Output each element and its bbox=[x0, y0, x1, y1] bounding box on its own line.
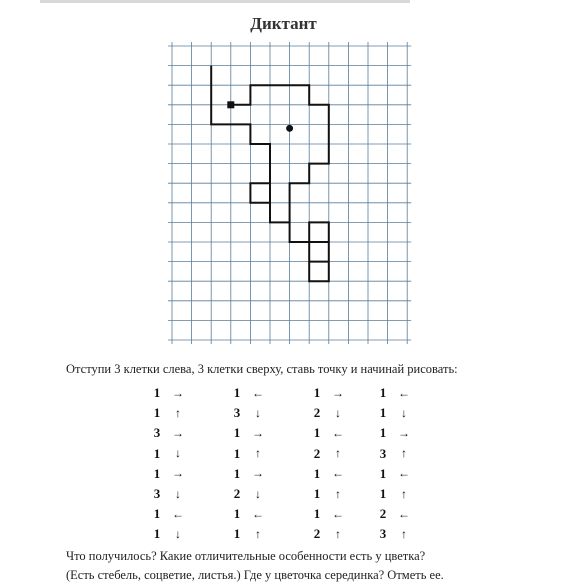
step-count: 2 bbox=[379, 506, 387, 522]
arrow-down-icon: ↓ bbox=[175, 446, 181, 461]
arrow-up-icon: ↑ bbox=[335, 446, 341, 461]
step-count: 1 bbox=[313, 385, 321, 400]
step-count: 1 bbox=[153, 465, 161, 481]
step-count: 1 bbox=[233, 526, 241, 542]
step-count: 1 bbox=[233, 445, 241, 461]
dictation-step bbox=[230, 484, 266, 504]
dictation-step bbox=[230, 524, 266, 544]
instruction-text: Отступи 3 клетки слева, 3 клетки сверху, ставь точку и начинай рисовать: bbox=[66, 362, 458, 376]
dictation-step bbox=[230, 403, 266, 423]
step-count: 3 bbox=[153, 425, 161, 441]
step-count: 3 bbox=[233, 405, 241, 421]
dictation-step bbox=[150, 383, 186, 403]
arrow-down-icon: ↓ bbox=[255, 486, 261, 501]
step-count: 2 bbox=[313, 405, 321, 421]
step-count: 1 bbox=[153, 526, 161, 542]
arrow-right-icon: → bbox=[252, 466, 264, 481]
dictation-step bbox=[150, 423, 186, 443]
step-count: 1 bbox=[233, 506, 241, 522]
step-count: 3 bbox=[379, 445, 387, 461]
step-count: 3 bbox=[153, 486, 161, 501]
arrow-up-icon: ↑ bbox=[335, 526, 341, 541]
arrow-down-icon: ↓ bbox=[335, 405, 341, 420]
arrow-up-icon: ↑ bbox=[335, 486, 341, 501]
arrow-left-icon: ← bbox=[252, 506, 264, 521]
arrow-right-icon: → bbox=[398, 425, 410, 440]
arrow-left-icon: ← bbox=[332, 506, 344, 521]
arrow-down-icon: ↓ bbox=[175, 486, 181, 501]
step-count: 1 bbox=[153, 506, 161, 522]
step-count: 1 bbox=[233, 425, 241, 441]
arrow-right-icon: → bbox=[172, 385, 184, 400]
dictation-step bbox=[230, 423, 266, 443]
step-count: 1 bbox=[379, 425, 387, 441]
arrow-right-icon: → bbox=[252, 425, 264, 440]
step-count: 2 bbox=[313, 445, 321, 461]
step-count: 1 bbox=[379, 486, 387, 501]
step-count: 1 bbox=[233, 385, 241, 400]
arrow-up-icon: ↑ bbox=[401, 486, 407, 501]
dictation-step bbox=[150, 504, 186, 524]
dictation-step bbox=[376, 464, 412, 484]
arrow-left-icon: ← bbox=[398, 385, 410, 400]
dictation-step bbox=[376, 524, 412, 544]
step-count: 2 bbox=[233, 486, 241, 501]
dictation-step bbox=[376, 423, 412, 443]
dictation-step bbox=[150, 524, 186, 544]
question-line-2: (Есть стебель, соцветие, листья.) Где у цветочка серединка? Отметь ее. bbox=[66, 568, 444, 582]
question-line-1: Что получилось? Какие отличительные особенности есть у цветка? bbox=[66, 549, 426, 563]
dictation-step bbox=[310, 484, 346, 504]
dictation-step bbox=[310, 444, 346, 464]
dictation-step bbox=[376, 383, 412, 403]
step-count: 1 bbox=[313, 506, 321, 522]
arrow-up-icon: ↑ bbox=[255, 446, 261, 461]
step-count: 1 bbox=[153, 405, 161, 421]
step-count: 1 bbox=[379, 405, 387, 421]
step-count: 1 bbox=[379, 385, 387, 400]
start-point bbox=[227, 101, 234, 108]
arrow-down-icon: ↓ bbox=[401, 405, 407, 420]
dictation-step bbox=[150, 484, 186, 504]
step-count: 1 bbox=[153, 445, 161, 461]
dictation-step bbox=[310, 504, 346, 524]
arrow-up-icon: ↑ bbox=[175, 405, 181, 420]
step-count: 2 bbox=[313, 526, 321, 542]
dictation-step bbox=[230, 444, 266, 464]
arrow-right-icon: → bbox=[172, 425, 184, 440]
arrow-up-icon: ↑ bbox=[401, 446, 407, 461]
arrow-up-icon: ↑ bbox=[255, 526, 261, 541]
dictation-step bbox=[376, 444, 412, 464]
arrow-left-icon: ← bbox=[172, 506, 184, 521]
step-count: 1 bbox=[313, 425, 321, 441]
dictation-step bbox=[376, 403, 412, 423]
arrow-left-icon: ← bbox=[398, 466, 410, 481]
arrow-right-icon: → bbox=[172, 466, 184, 481]
dictation-step bbox=[310, 464, 346, 484]
page-title: Диктант bbox=[250, 14, 317, 33]
dictation-step bbox=[376, 484, 412, 504]
dictation-steps bbox=[150, 383, 440, 542]
step-count: 1 bbox=[313, 486, 321, 501]
dictation-step bbox=[150, 444, 186, 464]
dictation-step bbox=[230, 464, 266, 484]
arrow-up-icon: ↑ bbox=[401, 526, 407, 541]
step-count: 1 bbox=[313, 465, 321, 481]
arrow-left-icon: ← bbox=[332, 466, 344, 481]
step-count: 1 bbox=[233, 465, 241, 481]
dictation-step bbox=[230, 504, 266, 524]
dictation-step bbox=[150, 403, 186, 423]
step-count: 1 bbox=[153, 385, 161, 400]
arrow-left-icon: ← bbox=[252, 385, 264, 400]
arrow-right-icon: → bbox=[332, 385, 344, 400]
arrow-left-icon: ← bbox=[398, 506, 410, 521]
dictation-step bbox=[310, 403, 346, 423]
dictation-step bbox=[310, 423, 346, 443]
dictation-step bbox=[150, 464, 186, 484]
arrow-left-icon: ← bbox=[332, 425, 344, 440]
dictation-step bbox=[310, 383, 346, 403]
step-count: 3 bbox=[379, 526, 387, 542]
dictation-step bbox=[230, 383, 266, 403]
arrow-down-icon: ↓ bbox=[175, 526, 181, 541]
arrow-down-icon: ↓ bbox=[255, 405, 261, 420]
dictation-step bbox=[310, 524, 346, 544]
step-count: 1 bbox=[379, 465, 387, 481]
flower-center-dot bbox=[286, 125, 293, 132]
dictation-step bbox=[376, 504, 412, 524]
